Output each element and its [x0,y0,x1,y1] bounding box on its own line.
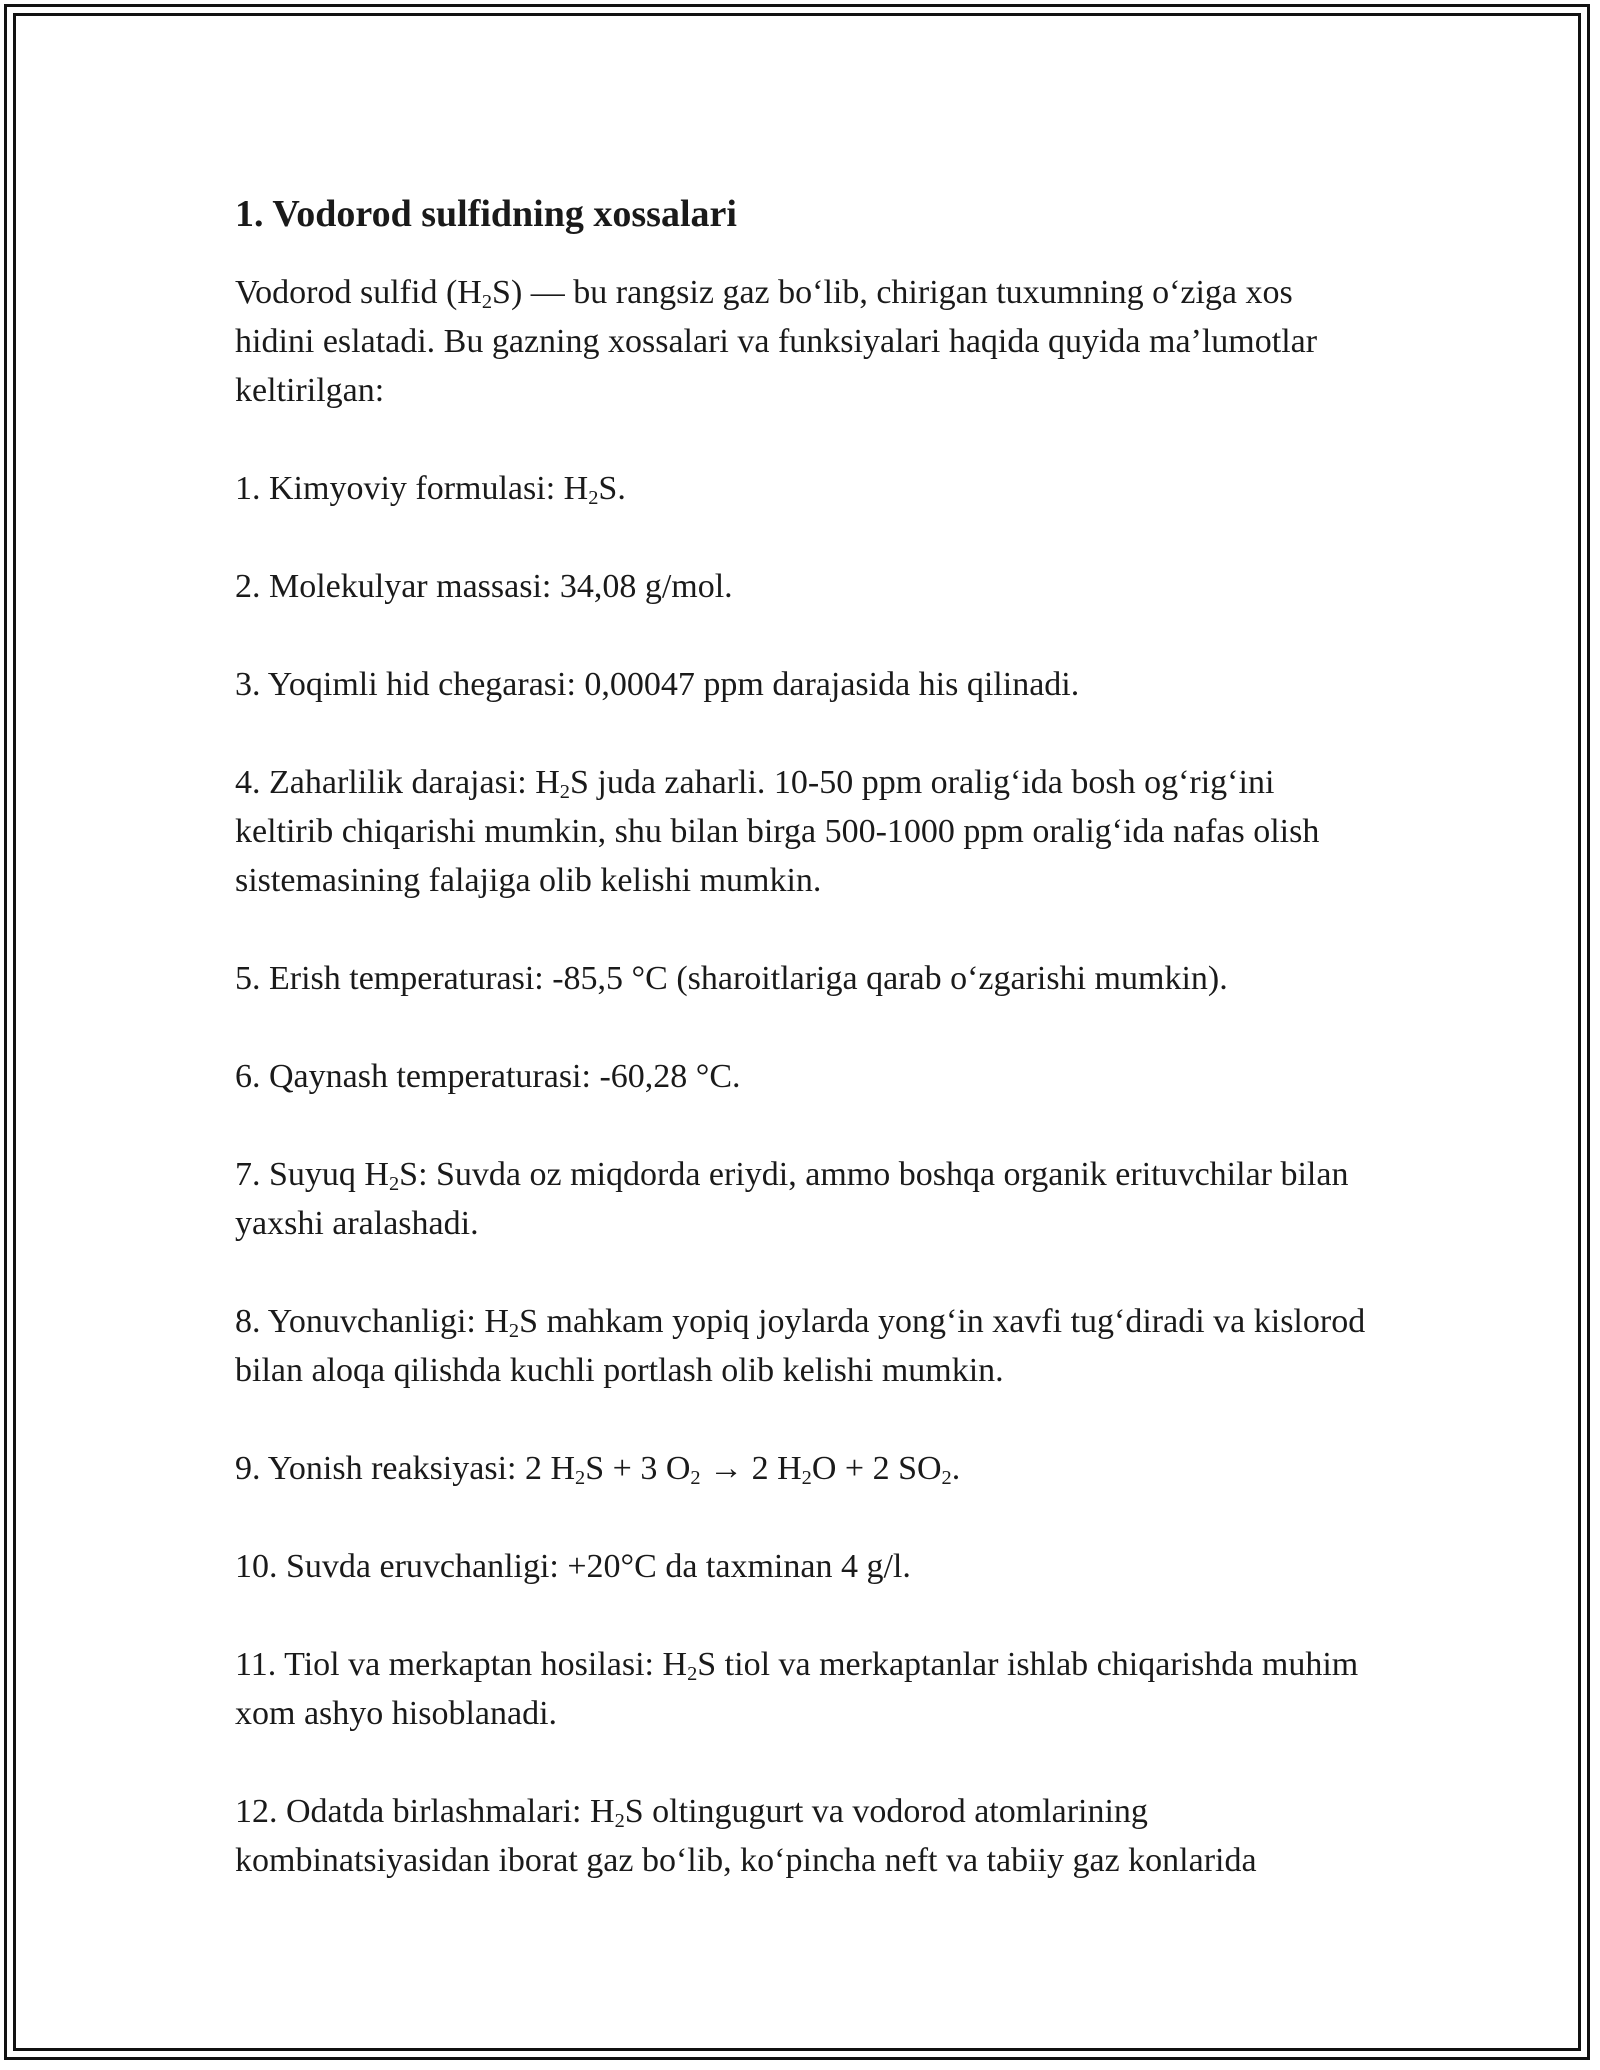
list-item-9: 9. Yonish reaksiyasi: 2 $H_2S + 3$ $O_2 \to 2$ $H_2O + 2$ $SO_2$. [235,1450,961,1490]
list-item-10: 10. Suvda eruvchanligi: +20°C da taxminan 4 g/l. [235,1548,911,1585]
list-item-12: 12. Odatda birlashmalari: $H_2S$ oltingugurt va vodorod atomlarining kombinatsiyasidan iborat gaz bo‘lib, ko‘pincha neft va tabiiy gaz konlarida [235,1793,1257,1879]
list-item-11: 11. Tiol va merkaptan hosilasi: $H_2S$ tiol va merkaptanlar ishlab chiqarishda muhim xom ashyo hisoblanadi. [235,1646,1359,1732]
section-heading: 1. Vodorod sulfidning xossalari [235,193,737,235]
list-item-4: 4. Zaharlilik darajasi: $H_2S$ juda zaharli. 10-50 ppm oralig‘ida bosh og‘rig‘ini keltirib chiqarishi mumkin, shu bilan birga 500-1000 ppm oralig‘ida nafas olish sistemasining falajiga olib kelishi mumkin. [235,764,1320,899]
list-item-3: 3. Yoqimli hid chegarasi: 0,00047 ppm darajasida his qilinadi. [235,666,1080,703]
list-item-2: 2. Molekulyar massasi: 34,08 g/mol. [235,568,733,605]
list-item-5: 5. Erish temperaturasi: -85,5 °C (sharoitlariga qarab o‘zgarishi mumkin). [235,960,1228,997]
list-item-8: 8. Yonuvchanligi: $H_2S$ mahkam yopiq joylarda yong‘in xavfi tug‘diradi va kislorod bilan aloqa qilishda kuchli portlash olib kelishi mumkin. [235,1303,1366,1389]
list-item-6: 6. Qaynash temperaturasi: -60,28 °C. [235,1058,741,1095]
list-item-1: 1. Kimyoviy formulasi: $H_2S$. [235,470,626,510]
list-item-7: 7. Suyuq $H_2S$: Suvda oz miqdorda eriydi, ammo boshqa organik erituvchilar bilan yaxshi aralashadi. [235,1156,1349,1242]
intro-paragraph: Vodorod sulfid $(H_2S)$ — bu rangsiz gaz bo‘lib, chirigan tuxumning o‘ziga xos hidini eslatadi. Bu gazning xossalari va funksiyalari haqida quyida ma’lumotlar keltirilgan: [235,274,1318,409]
document-body [235,190,1375,1885]
